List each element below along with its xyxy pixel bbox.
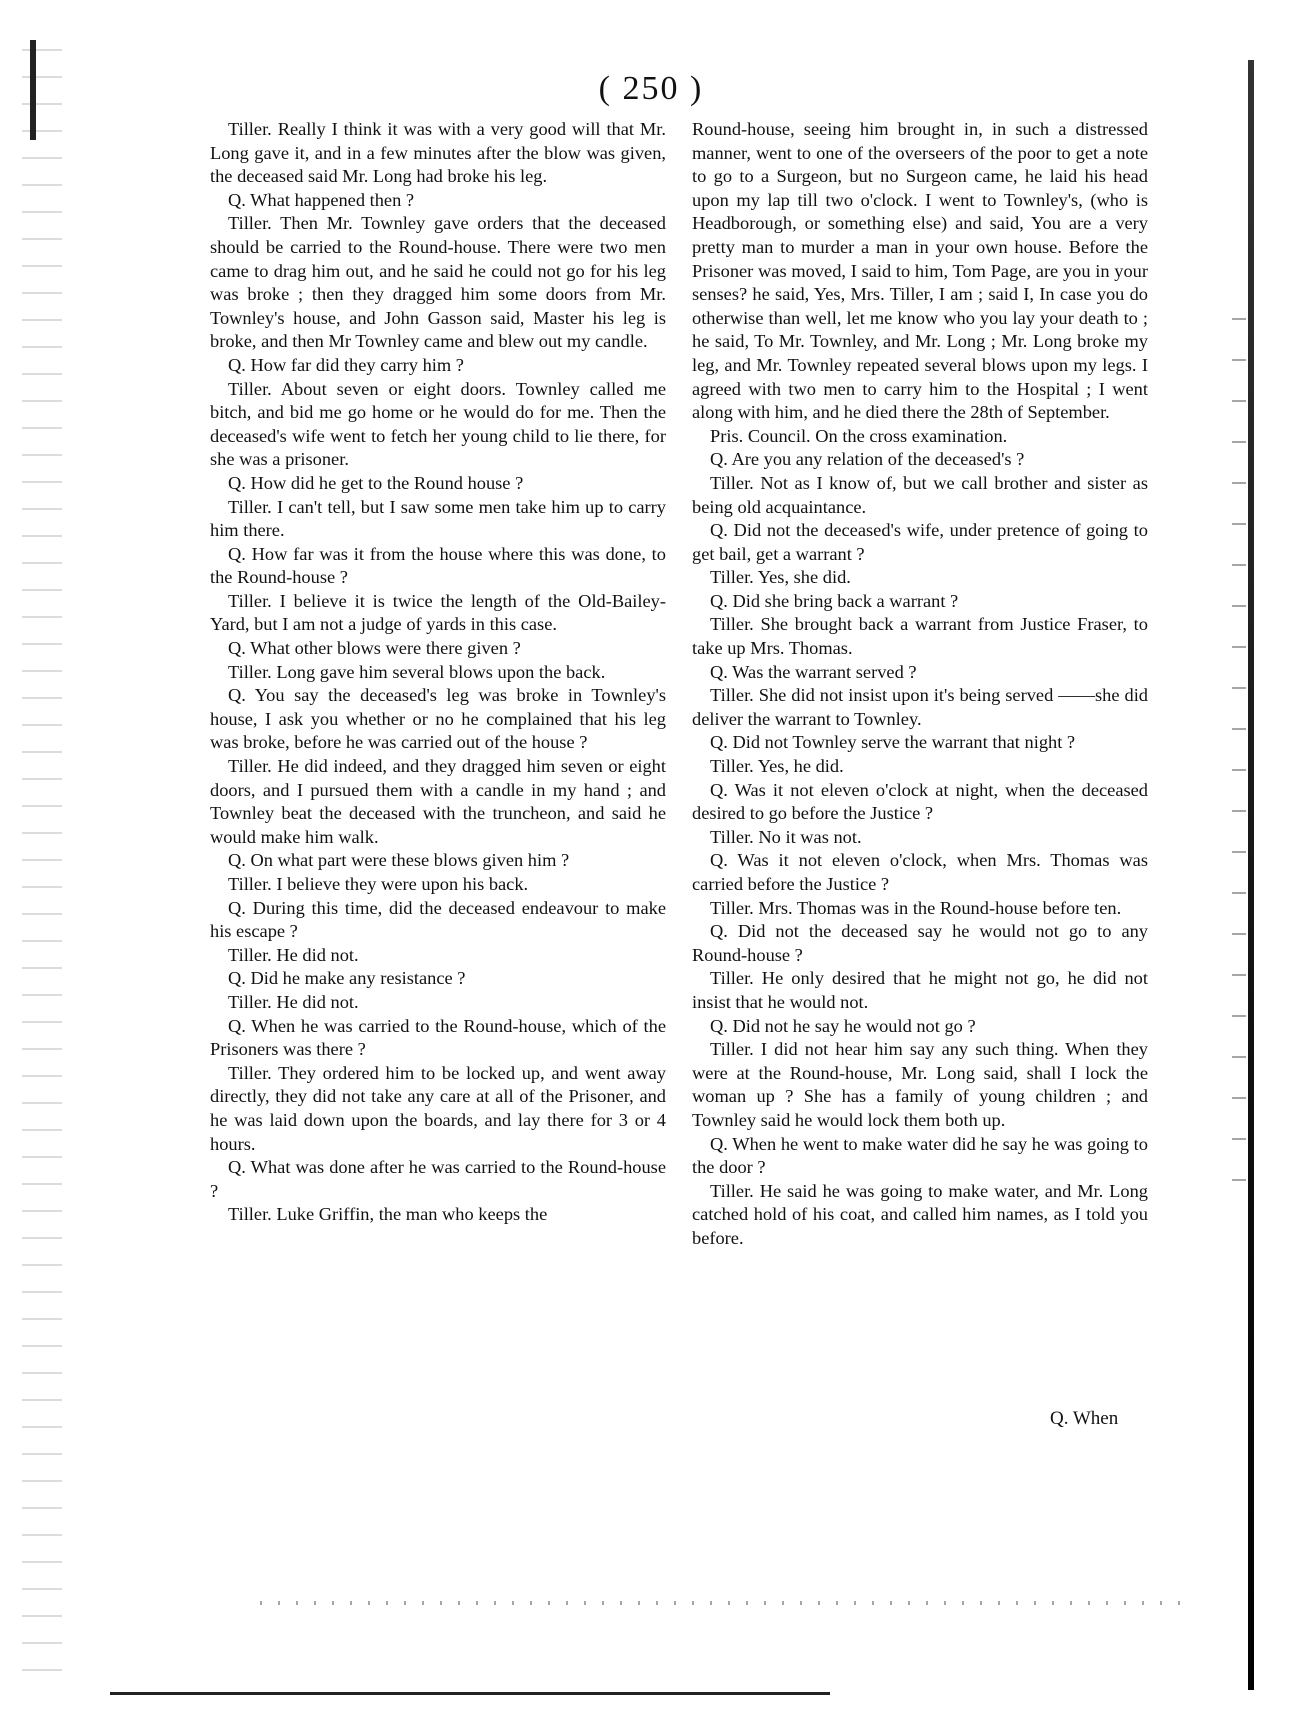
paragraph: Tiller. She did not insist upon it's being served ——she did deliver the warrant to Townley.: [692, 685, 1148, 729]
paragraph: Q. Did not the deceased say he would not go to any Round-house ?: [692, 921, 1148, 965]
paragraph: Tiller. He did indeed, and they dragged him seven or eight doors, and I pursued them with a candle in my hand ; and Townley beat the deceased with the truncheon, and said he would make him walk.: [210, 756, 666, 847]
right-column: [692, 118, 1148, 1251]
paragraph: Q. Did not the deceased's wife, under pretence of going to get bail, get a warrant ?: [692, 520, 1148, 564]
paragraph: Q. What happened then ?: [228, 189, 415, 210]
paragraph: Tiller. I believe they were upon his back.: [228, 874, 529, 894]
paragraph: Tiller. He only desired that he might not go, he did not insist that he would not.: [692, 968, 1148, 1012]
left-column: [210, 118, 666, 1227]
paragraph: Tiller. Long gave him several blows upon the back.: [228, 661, 606, 682]
paragraph: Q. Did not he say he would not go ?: [710, 1015, 976, 1036]
paragraph: Tiller. I did not hear him say any such thing. When they were at the Round-house, Mr. Long said, shall I lock the woman up ? She has a family of young children ; and Townley said he would lock them both up.: [692, 1039, 1148, 1130]
paragraph: Tiller. Then Mr. Townley gave orders that the deceased should be carried to the Round-house. There were two men came to drag him out, and he said he could not go for his leg was broke ; then they dragged him some doors from Mr. Townley's house, and John Gasson said, Master his leg is broke, and then Mr Townley came and blew out my candle.: [210, 213, 666, 352]
paragraph: Tiller. About seven or eight doors. Townley called me bitch, and bid me go home or he would do for me. Then the deceased's wife went to fetch her young child to lie there, for she was a prisoner.: [210, 378, 666, 470]
scan-bottom-specks: [260, 1601, 1180, 1605]
paragraph: Tiller. He said he was going to make water, and Mr. Long catched hold of his coat, and called him names, as I told you before.: [692, 1180, 1148, 1248]
paragraph: Q. Was it not eleven o'clock at night, when the deceased desired to go before the Justice ?: [692, 779, 1148, 824]
paragraph: Round-house, seeing him brought in, in such a distressed manner, went to one of the overseers of the poor to get a note to go to a Surgeon, but no Surgeon came, he laid his head upon my lap till two o'clock. I went to Townley's, (who is Headborough, or something else) and said, You are a very pretty man to murder a man in your own house. Before the Prisoner was moved, I said to him, Tom Page, are you in your senses? he said, Yes, Mrs. Tiller, I am ; said I, In case you do otherwise than well, let me know who you lay your death to ; he said, To Mr. Townley, and Mr. Long ; Mr. Long broke my leg, and Mr. Townley repeated several blows upon my legs. I agreed with two men to carry him to the Hospital ; I went along with him, and he died there the 28th of September.: [692, 119, 1148, 423]
paragraph: Q. Did not Townley serve the warrant that night ?: [710, 732, 1076, 753]
paragraph: Q. How did he get to the Round house ?: [228, 472, 524, 493]
paragraph: Q. What was done after he was carried to the Round-house ?: [210, 1157, 666, 1201]
paragraph: Q. You say the deceased's leg was broke in Townley's house, I ask you whether or no he complained that his leg was broke, before he was carried out of the house ?: [210, 685, 666, 753]
paragraph: Q. Did she bring back a warrant ?: [710, 590, 959, 611]
paragraph: Q. How far did they carry him ?: [228, 354, 464, 375]
paragraph: Q. How far was it from the house where this was done, to the Round-house ?: [210, 543, 666, 588]
paragraph: Q. Was the warrant served ?: [710, 661, 917, 682]
paragraph: Q. When he went to make water did he say he was going to the door ?: [692, 1133, 1148, 1178]
paragraph: Tiller. Luke Griffin, the man who keeps the: [228, 1204, 548, 1225]
paragraph: Q. On what part were these blows given him ?: [228, 850, 570, 871]
paragraph: Q. What other blows were there given ?: [228, 638, 521, 659]
paragraph: Q. Are you any relation of the deceased's ?: [710, 449, 1025, 470]
scan-bottom-rule: [110, 1692, 830, 1695]
paragraph: Tiller. They ordered him to be locked up, and went away directly, they did not take any care at all of the Prisoner, and he was laid down upon the boards, and lay there for 3 or 4 hours.: [210, 1062, 666, 1154]
paragraph: Q. Was it not eleven o'clock, when Mrs. Thomas was carried before the Justice ?: [692, 850, 1148, 894]
paragraph: Q. When he was carried to the Round-house, which of the Prisoners was there ?: [210, 1015, 666, 1060]
paragraph: Tiller. Yes, he did.: [710, 756, 844, 777]
paragraph: Tiller. No it was not.: [710, 826, 862, 847]
paragraph: Q. Did he make any resistance ?: [228, 968, 466, 989]
scan-edge-specks: [1232, 300, 1246, 1200]
scan-edge-left: [22, 40, 62, 1680]
paragraph: Tiller. Yes, she did.: [710, 567, 851, 588]
catchword: Q. When: [1050, 1408, 1119, 1429]
paragraph: Tiller. He did not.: [228, 991, 359, 1012]
paragraph: Tiller. Not as I know of, but we call brother and sister as being old acquaintance.: [692, 472, 1148, 517]
paragraph: Tiller. I believe it is twice the length of the Old-Bailey-Yard, but I am not a judge of yards in this case.: [210, 590, 666, 635]
paragraph: Pris. Council. On the cross examination.: [710, 425, 1008, 446]
scan-edge-right: [1248, 60, 1254, 1690]
paragraph: Tiller. I can't tell, but I saw some men take him up to carry him there.: [210, 496, 666, 541]
paragraph: Tiller. He did not.: [228, 944, 359, 965]
paragraph: Q. During this time, did the deceased endeavour to make his escape ?: [210, 897, 666, 942]
paragraph: Tiller. Really I think it was with a very good will that Mr. Long gave it, and in a few minutes after the blow was given, the deceased said Mr. Long had broke his leg.: [210, 119, 666, 187]
page-number: ( 250 ): [598, 70, 704, 107]
paragraph: Tiller. Mrs. Thomas was in the Round-house before ten.: [710, 897, 1122, 918]
paragraph: Tiller. She brought back a warrant from Justice Fraser, to take up Mrs. Thomas.: [692, 614, 1148, 659]
